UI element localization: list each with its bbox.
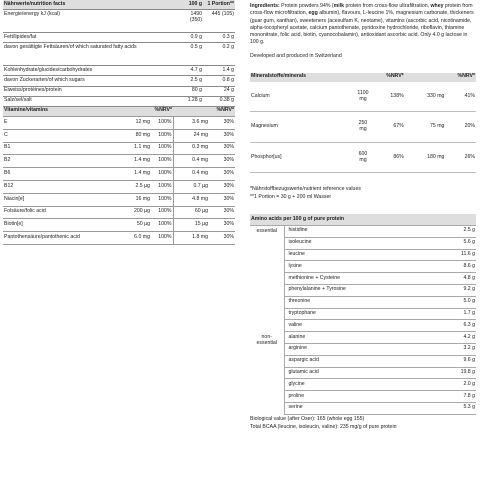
- amount-per-portion: 0.4 mg: [173, 155, 209, 168]
- nrv-per-portion: 30%: [209, 168, 235, 181]
- amount-per-portion: 75 mg: [405, 112, 446, 143]
- ingredients-label: Ingredients:: [250, 3, 280, 9]
- vitamins-header-nrv2: %NRV*: [209, 107, 235, 117]
- total-bcaa: Total BCAA (leucine, isoleucin, valine): 235 mg/g of pure protein: [250, 423, 397, 430]
- nutrition-header-label: Nährwerte/nutrition facts: [3, 0, 171, 10]
- value-per-100g: 1.28 g: [171, 96, 203, 106]
- amount-per-100g: 6.0 mg: [103, 232, 151, 245]
- nutrition-table: [3, 0, 235, 107]
- vitamin-name: B1: [3, 142, 103, 155]
- vitamin-row: [3, 232, 235, 245]
- nrv-per-portion: 30%: [209, 219, 235, 232]
- amino-acid-value: 5.3 g: [444, 403, 476, 415]
- ingredients-text: [250, 3, 476, 47]
- amino-acid-value: 2.5 g: [444, 226, 476, 238]
- ingredients-part: Protein powders 94% (: [279, 3, 334, 9]
- amount-per-portion: 24 mg: [173, 129, 209, 142]
- amount-per-100g: 250 mg: [348, 112, 379, 143]
- value-per-100g: 4.7 g: [171, 66, 203, 76]
- vitamin-name: C: [3, 129, 103, 142]
- nutrient-label: davon gesättigte Fettsäuren/of which saturated fatty acids: [3, 43, 171, 66]
- vitamin-row: [3, 155, 235, 168]
- nrv-per-portion: 30%: [209, 206, 235, 219]
- amino-footnotes: [250, 416, 476, 432]
- amount-per-portion: 180 mg: [405, 142, 446, 173]
- amount-per-100g: 1.1 mg: [103, 142, 151, 155]
- amount-per-100g: 2.5 µg: [103, 180, 151, 193]
- amino-acid-name: methionine + Cysteine: [284, 273, 444, 285]
- amount-per-portion: 15 µg: [173, 219, 209, 232]
- vitamin-name: B2: [3, 155, 103, 168]
- amino-row: [250, 391, 476, 403]
- nrv-per-100g: 100%: [151, 168, 173, 181]
- nrv-per-100g: 100%: [151, 142, 173, 155]
- nrv-per-100g: 100%: [151, 219, 173, 232]
- nutrition-row: [3, 96, 235, 106]
- amino-header: [250, 214, 476, 225]
- amino-row: [250, 403, 476, 415]
- amino-acids-table: [250, 214, 476, 415]
- nrv-per-portion: 30%: [209, 116, 235, 129]
- vitamin-rows: [3, 116, 235, 244]
- amount-per-100g: 600 mg: [348, 142, 379, 173]
- amount-per-portion: 0.4 mg: [173, 168, 209, 181]
- note-nrv: *Nährstoffbezugswerte/nutrient reference values: [250, 186, 361, 193]
- value-per-100g: 1490 (350): [171, 10, 203, 33]
- nutrition-header: [3, 0, 235, 10]
- value-per-portion: 445 (105): [203, 10, 235, 33]
- nrv-per-portion: 30%: [209, 142, 235, 155]
- amino-acid-value: 4.2 g: [444, 332, 476, 344]
- nrv-per-portion: 30%: [209, 180, 235, 193]
- amount-per-100g: 200 µg: [103, 206, 151, 219]
- amino-acid-name: threonine: [284, 296, 444, 308]
- amino-row: [250, 249, 476, 261]
- biological-value: Biological value (after Oser): 165 (whole egg 155): [250, 415, 365, 422]
- amino-acid-name: phenylalanine + Tyrosine: [284, 285, 444, 297]
- nrv-per-portion: 26%: [445, 142, 476, 173]
- amino-row: [250, 344, 476, 356]
- amino-acid-value: 2.0 g: [444, 379, 476, 391]
- nrv-per-100g: 100%: [151, 116, 173, 129]
- left-column: [3, 0, 235, 245]
- value-per-portion: 0.3 g: [203, 33, 235, 43]
- amount-per-100g: 16 mg: [103, 193, 151, 206]
- nrv-per-100g: 138%: [378, 82, 404, 112]
- amino-header-label: Amino acids per 100 g of pure protein: [250, 214, 476, 225]
- amino-row: [250, 261, 476, 273]
- amino-acid-name: isoleucine: [284, 237, 444, 249]
- amino-acid-name: serine: [284, 403, 444, 415]
- nrv-per-100g: 86%: [378, 142, 404, 173]
- right-column: [250, 0, 476, 431]
- nutrient-label: davon Zuckerarten/of which sugars: [3, 76, 171, 86]
- amount-per-portion: 3.6 mg: [173, 116, 209, 129]
- minerals-table: [250, 73, 476, 174]
- allergen-milk: milk: [333, 3, 344, 9]
- value-per-100g: 2.5 g: [171, 76, 203, 86]
- amino-acid-value: 8.6 g: [444, 261, 476, 273]
- nrv-per-100g: 100%: [151, 129, 173, 142]
- nutrition-row: [3, 10, 235, 33]
- amino-acid-value: 5.0 g: [444, 296, 476, 308]
- value-per-portion: 0.8 g: [203, 76, 235, 86]
- amino-acid-value: 3.2 g: [444, 344, 476, 356]
- amino-acid-value: 19.8 g: [444, 367, 476, 379]
- amount-per-portion: 0.3 mg: [173, 142, 209, 155]
- minerals-header-nrv1: %NRV*: [378, 73, 404, 82]
- nutrition-row: [3, 86, 235, 96]
- vitamin-name: Niacin[e]: [3, 193, 103, 206]
- vitamins-header: [3, 107, 235, 117]
- nonessential-group-label: non- essential: [250, 332, 284, 415]
- vitamin-row: [3, 206, 235, 219]
- nrv-per-100g: 100%: [151, 180, 173, 193]
- amino-row: [250, 273, 476, 285]
- value-per-100g: 80 g: [171, 86, 203, 96]
- nutrition-header-col2: 1 Portion**: [203, 0, 235, 10]
- amino-row: [250, 296, 476, 308]
- amino-acid-name: glycine: [284, 379, 444, 391]
- vitamin-name: E: [3, 116, 103, 129]
- amino-row: [250, 379, 476, 391]
- amount-per-100g: 1100 mg: [348, 82, 379, 112]
- amino-row: [250, 367, 476, 379]
- amino-row: [250, 332, 476, 344]
- nutrient-label: Energie/energy kJ (kcal): [3, 10, 171, 33]
- nrv-per-portion: 30%: [209, 155, 235, 168]
- nrv-per-100g: 100%: [151, 232, 173, 245]
- mineral-name: Magnesium: [250, 112, 348, 143]
- amount-per-100g: 1.4 mg: [103, 155, 151, 168]
- mineral-row: [250, 82, 476, 112]
- amino-acid-name: arginine: [284, 344, 444, 356]
- vitamins-header-nrv1: %NRV*: [151, 107, 173, 117]
- amino-acid-value: 9.6 g: [444, 355, 476, 367]
- vitamins-header-label: Vitamine/vitamins: [3, 107, 103, 117]
- nutrition-row: [3, 33, 235, 43]
- vitamin-name: Biotin[e]: [3, 219, 103, 232]
- amino-acid-value: 9.2 g: [444, 285, 476, 297]
- nutrient-label: Eiweiss/protéines/protein: [3, 86, 171, 96]
- vitamin-row: [3, 193, 235, 206]
- amount-per-100g: 80 mg: [103, 129, 151, 142]
- amino-row: [250, 308, 476, 320]
- nrv-per-100g: 67%: [378, 112, 404, 143]
- amount-per-100g: 12 mg: [103, 116, 151, 129]
- amount-per-portion: 4.8 mg: [173, 193, 209, 206]
- amino-row: [250, 226, 476, 238]
- vitamin-name: Folsäure/folic acid: [3, 206, 103, 219]
- amino-row: [250, 285, 476, 297]
- mineral-rows: [250, 82, 476, 173]
- value-per-portion: 0.2 g: [203, 43, 235, 66]
- amino-acid-value: 7.8 g: [444, 391, 476, 403]
- nrv-per-100g: 100%: [151, 155, 173, 168]
- amount-per-portion: 60 µg: [173, 206, 209, 219]
- amino-acid-value: 1.7 g: [444, 308, 476, 320]
- nrv-per-100g: 100%: [151, 206, 173, 219]
- vitamin-row: [3, 116, 235, 129]
- allergen-whey: whey: [430, 3, 444, 9]
- vitamin-name: B6: [3, 168, 103, 181]
- value-per-100g: 0.5 g: [171, 43, 203, 66]
- nrv-per-portion: 41%: [445, 82, 476, 112]
- nrv-per-portion: 30%: [209, 129, 235, 142]
- vitamin-name: B12: [3, 180, 103, 193]
- note-portion: **1 Portion = 30 g + 200 ml Wasser: [250, 194, 332, 201]
- vitamin-row: [3, 168, 235, 181]
- amino-acid-name: glutamic acid: [284, 367, 444, 379]
- value-per-100g: 0.9 g: [171, 33, 203, 43]
- amino-row: [250, 237, 476, 249]
- amino-acid-name: alanine: [284, 332, 444, 344]
- nrv-per-portion: 30%: [209, 193, 235, 206]
- nrv-per-portion: 20%: [445, 112, 476, 143]
- amino-acid-name: aspargic acid: [284, 355, 444, 367]
- amino-row: [250, 320, 476, 332]
- nrv-per-100g: 100%: [151, 193, 173, 206]
- ingredients-part: protein from cross-flow microfiltration,: [250, 3, 473, 17]
- mineral-name: Calcium: [250, 82, 348, 112]
- minerals-header-label: Mineralstoffe/minerals: [250, 73, 348, 82]
- ingredients-part: protein from cross-flow ultrafiltration,: [344, 3, 431, 9]
- vitamin-row: [3, 180, 235, 193]
- mineral-row: [250, 112, 476, 143]
- value-per-portion: 0.38 g: [203, 96, 235, 106]
- amino-acid-name: proline: [284, 391, 444, 403]
- nutrition-rows: [3, 10, 235, 107]
- amino-acid-name: tryptophane: [284, 308, 444, 320]
- origin-text: Developed and produced in Switzerland: [250, 52, 342, 59]
- nutrient-label: Fett/lipides/fat: [3, 33, 171, 43]
- ingredients-part: albumin), flavours, L-leucine 1%, magnesium carbonate, thickeners (guar gum, xanthan), sweeteners (acesulfam K, neotame), vitamins (ascorbic acid, nicotinamide, alpha-tocopheryl acetate, calcium pantothenate, pyridoxine hydrochloride, riboflavin, thiamine mononitrate, folic acid, biotin, cyanocobalamin), antioxidant ascorbic acid. Only 4.0 g lactose in 100 g.: [250, 10, 474, 46]
- amino-acid-value: 11.6 g: [444, 249, 476, 261]
- nutrition-row: [3, 66, 235, 76]
- amino-acid-name: leucine: [284, 249, 444, 261]
- minerals-header-nrv2: %NRV*: [445, 73, 476, 82]
- nrv-per-portion: 30%: [209, 232, 235, 245]
- amino-acid-value: 5.6 g: [444, 237, 476, 249]
- amino-acid-name: histidine: [284, 226, 444, 238]
- amount-per-100g: 50 µg: [103, 219, 151, 232]
- vitamins-table: [3, 107, 235, 245]
- amount-per-portion: 0.7 µg: [173, 180, 209, 193]
- amino-row: [250, 355, 476, 367]
- amino-acid-value: 4.8 g: [444, 273, 476, 285]
- mineral-name: Phosphor[us]: [250, 142, 348, 173]
- vitamin-row: [3, 129, 235, 142]
- vitamin-name: Pantothensäure/pantothenic acid: [3, 232, 103, 245]
- essential-group-label: essential: [250, 226, 284, 332]
- amino-acid-name: lysine: [284, 261, 444, 273]
- amount-per-portion: 330 mg: [405, 82, 446, 112]
- vitamin-row: [3, 219, 235, 232]
- nutrition-header-col1: 100 g: [171, 0, 203, 10]
- nutrition-row: [3, 43, 235, 66]
- notes: [250, 185, 476, 201]
- nutrition-row: [3, 76, 235, 86]
- amino-rows: [250, 226, 476, 415]
- amino-acid-name: valine: [284, 320, 444, 332]
- amino-acid-value: 6.3 g: [444, 320, 476, 332]
- vitamin-row: [3, 142, 235, 155]
- mineral-row: [250, 142, 476, 173]
- nutrient-label: Salz/sel/salt: [3, 96, 171, 106]
- allergen-egg: egg: [308, 10, 318, 17]
- minerals-header: [250, 73, 476, 82]
- amount-per-portion: 1.8 mg: [173, 232, 209, 245]
- amount-per-100g: 1.4 mg: [103, 168, 151, 181]
- value-per-portion: 24 g: [203, 86, 235, 96]
- value-per-portion: 1.4 g: [203, 66, 235, 76]
- nutrient-label: Kohlenhydrate/glucides/carbohydrates: [3, 66, 171, 76]
